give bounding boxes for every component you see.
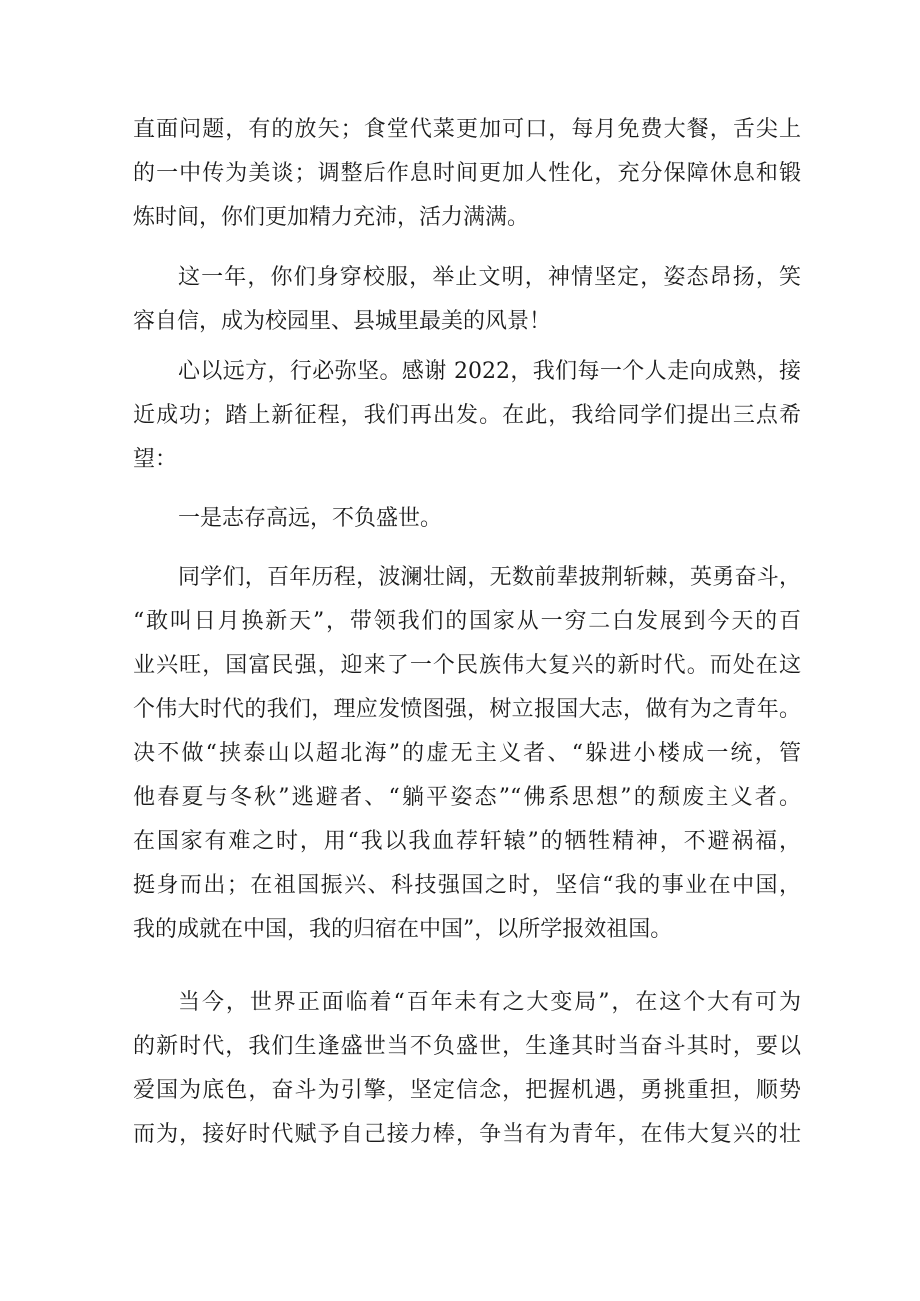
section-point-title: 一是志存高远，不负盛世。 — [178, 506, 443, 531]
text-line: 业兴旺，国富民强，迎来了一个民族伟大复兴的新时代。而处在这 — [133, 653, 801, 678]
text-line: “敢叫日月换新天”，带领我们的国家从一穷二白发展到今天的百 — [133, 609, 801, 634]
text-line: 心以远方，行必弥坚。感谢 2022，我们每一个人走向成熟，接 — [178, 359, 801, 384]
text-line: 望： — [133, 447, 178, 472]
text-line: 他春夏与冬秋”逃避者、“躺平姿态”“佛系思想”的颓废主义者。 — [133, 785, 801, 810]
text-line: 挺身而出；在祖国振兴、科技强国之时，坚信“我的事业在中国， — [133, 873, 801, 898]
text-line: 近成功；踏上新征程，我们再出发。在此，我给同学们提出三点希 — [133, 403, 801, 428]
text-line: 我的成就在中国，我的归宿在中国”，以所学报效祖国。 — [133, 917, 673, 942]
text-line: 爱国为底色，奋斗为引擎，坚定信念，把握机遇，勇挑重担，顺势 — [133, 1078, 801, 1103]
text-line: 的新时代，我们生逢盛世当不负盛世，生逢其时当奋斗其时，要以 — [133, 1034, 801, 1059]
text-line: 同学们，百年历程，波澜壮阔，无数前辈披荆斩棘，英勇奋斗， — [178, 565, 801, 590]
text-line: 容自信，成为校园里、县城里最美的风景！ — [133, 309, 552, 334]
text-line: 的一中传为美谈；调整后作息时间更加人性化，充分保障休息和锻 — [133, 161, 801, 186]
text-line: 决不做“挟泰山以超北海”的虚无主义者、“躲进小楼成一统，管 — [133, 741, 801, 766]
text-line: 而为，接好时代赋予自己接力棒，争当有为青年，在伟大复兴的壮 — [133, 1122, 801, 1147]
text-line: 在国家有难之时，用“我以我血荐轩辕”的牺牲精神，不避祸福， — [133, 829, 801, 854]
text-line: 直面问题，有的放矢；食堂代菜更加可口，每月免费大餐，舌尖上 — [133, 117, 801, 142]
text-line: 当今，世界正面临着“百年未有之大变局”，在这个大有可为 — [178, 990, 801, 1015]
text-line: 个伟大时代的我们，理应发愤图强，树立报国大志，做有为之青年。 — [133, 697, 801, 722]
text-line: 炼时间，你们更加精力充沛，活力满满。 — [133, 205, 530, 230]
text-line: 这一年，你们身穿校服，举止文明，神情坚定，姿态昂扬，笑 — [178, 265, 801, 290]
